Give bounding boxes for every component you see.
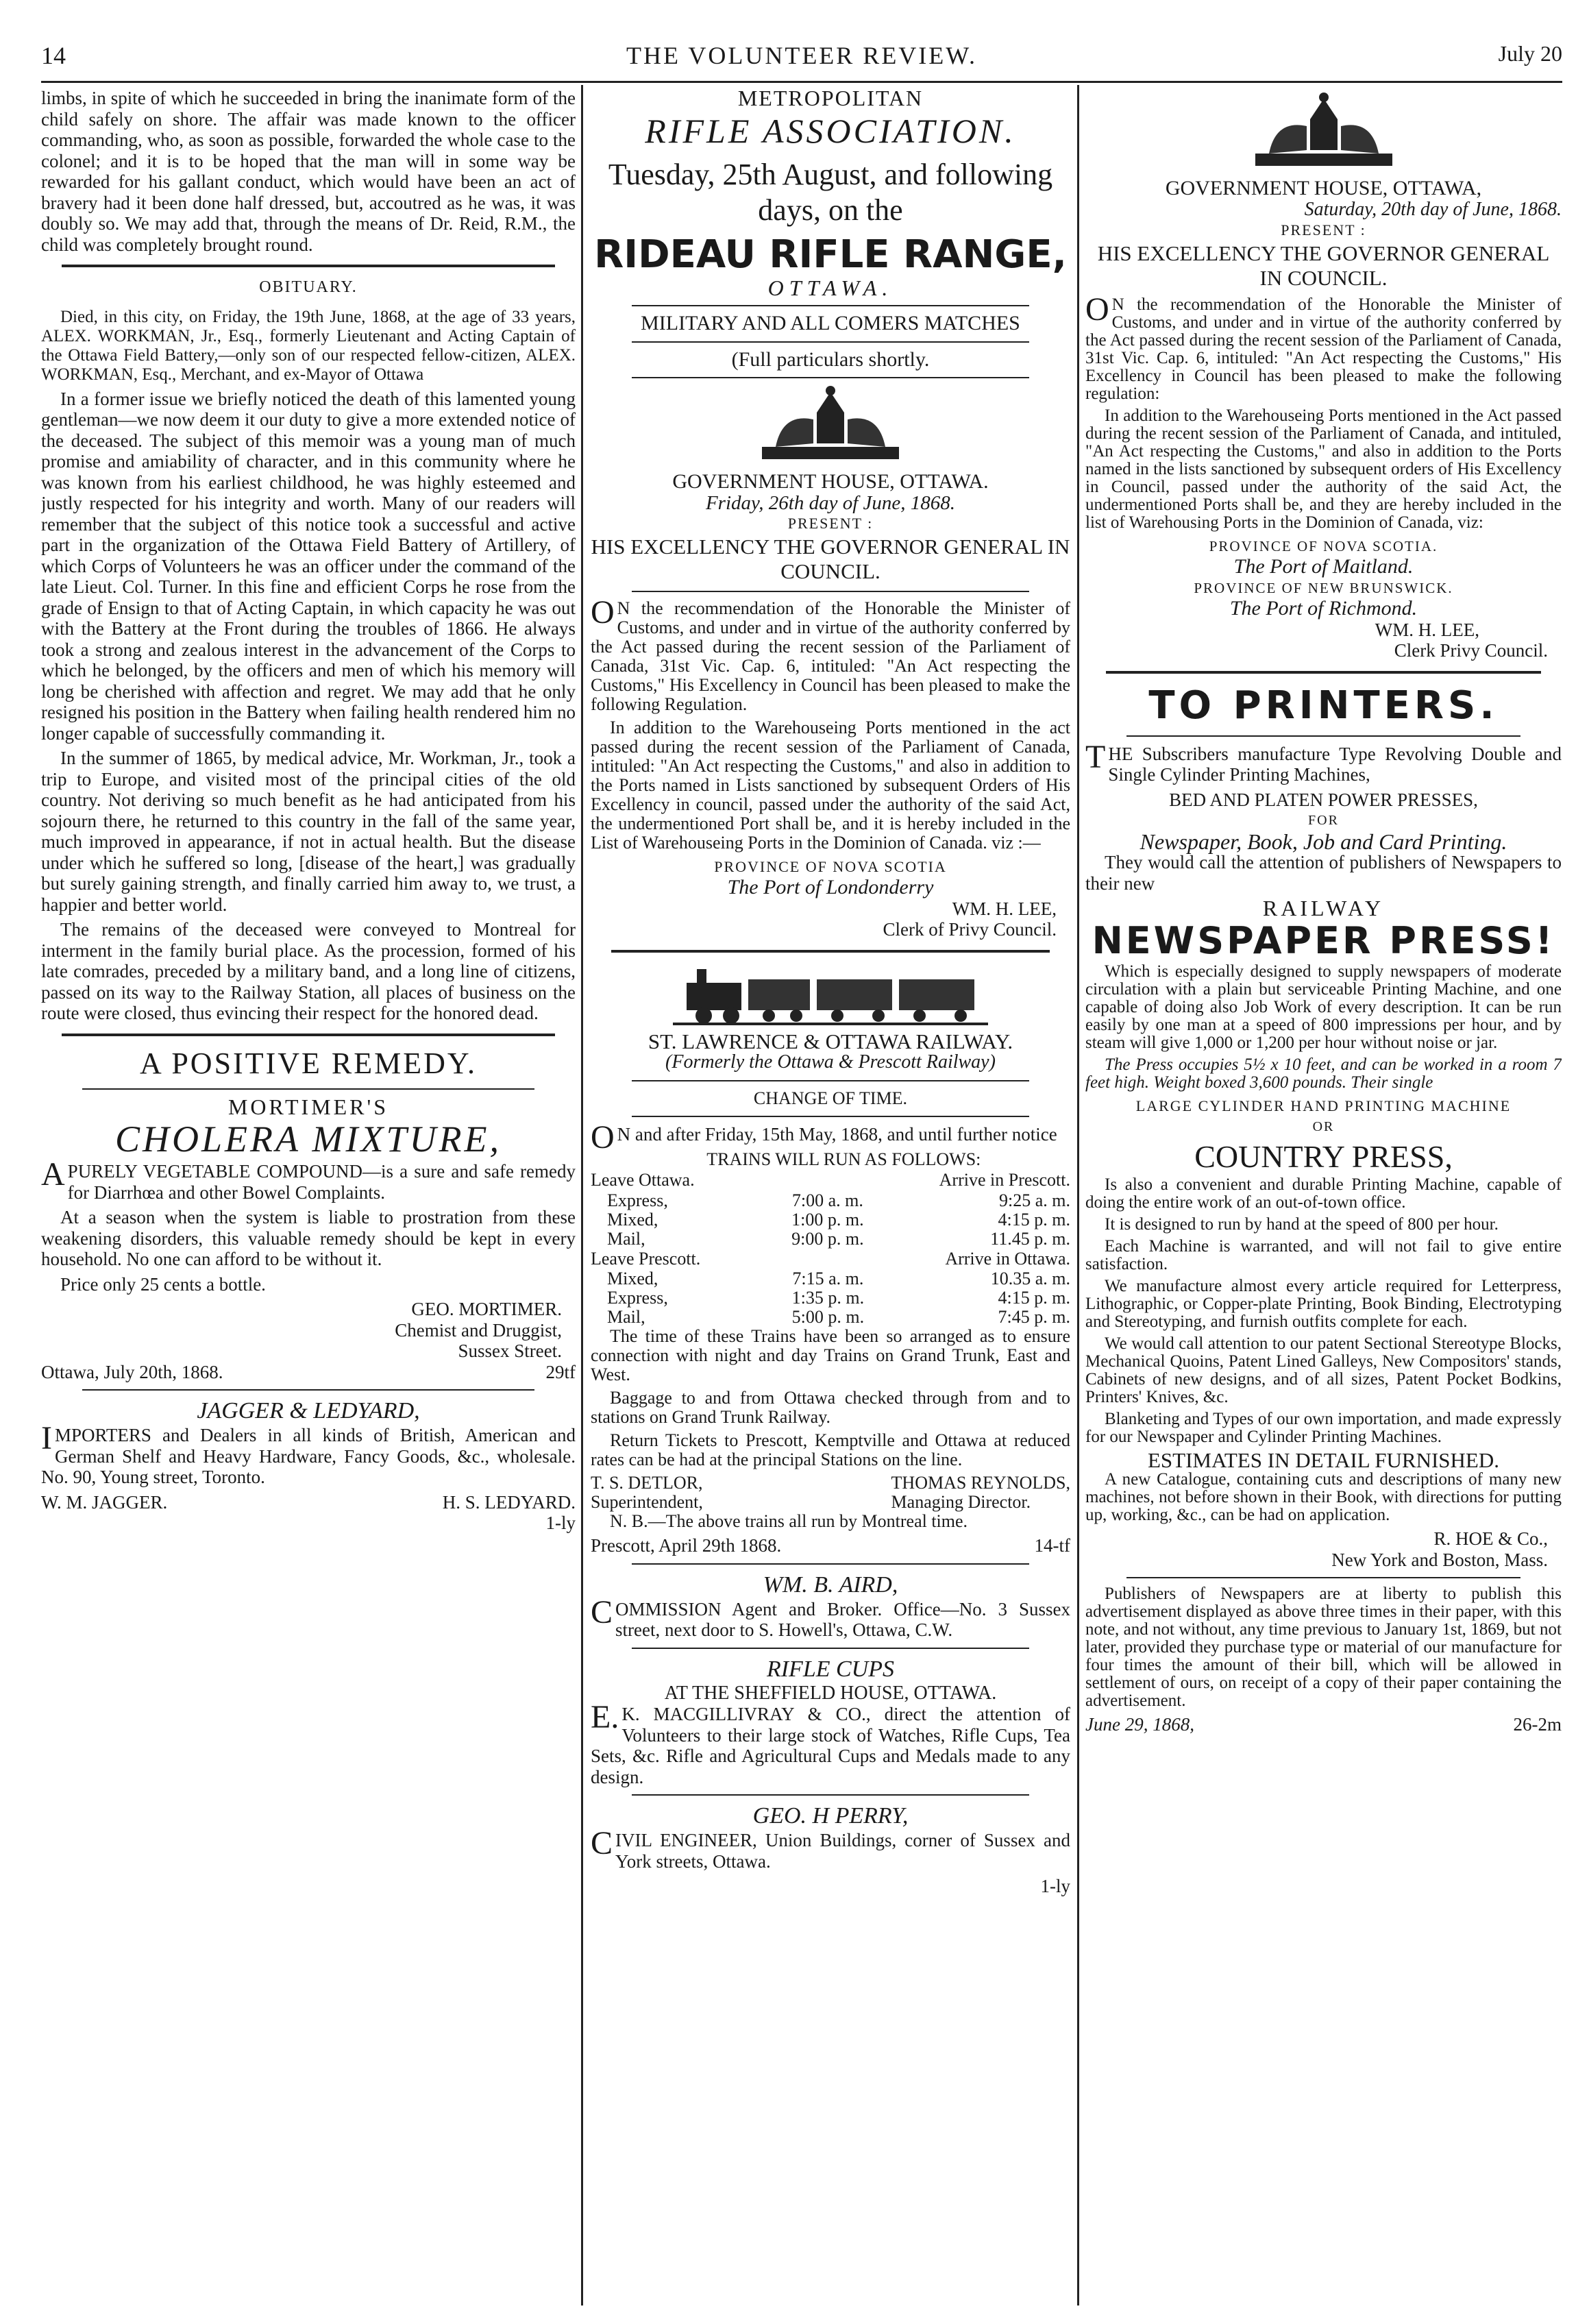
remedy-signature: Sussex Street.	[458, 1341, 562, 1361]
arrival-time: 9:25 a. m.	[999, 1190, 1070, 1210]
timetable-prescott-ottawa	[591, 1269, 1070, 1327]
printers-text: THE Subscribers manufacture Type Revolving Double and Single Cylinder Printing Machines,	[1085, 738, 1562, 785]
obituary-notice: Died, in this city, on Friday, the 19th June, 1868, at the age of 33 years, ALEX. WORKMAN, Jr., Esq., formerly Lieutenant and Acting Captain of the Ottawa Field Battery,—only son of our respected fellow-citizen, ALEX. WORKMAN, Esq., Merchant, and ex-Mayor of Ottawa	[41, 307, 576, 384]
gov-signature: Clerk Privy Council.	[1394, 640, 1548, 661]
divider	[82, 1088, 534, 1090]
divider	[632, 377, 1029, 378]
aird-heading: WM. B. AIRD,	[763, 1571, 898, 1598]
divider	[62, 1033, 555, 1036]
train-type: Mail,	[607, 1228, 645, 1249]
jagger-signature: W. M. JAGGER.	[41, 1491, 168, 1513]
rifle-assoc-matches: MILITARY AND ALL COMERS MATCHES	[641, 312, 1020, 334]
railway-dateline-row	[591, 1535, 1070, 1556]
obituary-paragraph: The remains of the deceased were conveyed to Montreal for interment in the family burial place. As the procession, formed of his late comrades, preceded by a military band, and a long line of citizens, passed on its way to the Railway Station, all places of business on the route were closed, thus evincing their respect for the honored dead.	[41, 919, 576, 1023]
arrival-time: 7:45 p. m.	[998, 1307, 1070, 1327]
railway-code: 14-tf	[1034, 1535, 1070, 1556]
page-number: 14	[41, 42, 66, 69]
gov-house-heading: GOVERNMENT HOUSE, OTTAWA,	[1165, 177, 1482, 199]
remedy-maker: MORTIMER'S	[227, 1094, 389, 1119]
printers-news: Newspaper, Book, Job and Card Printing.	[1140, 829, 1507, 854]
railway-text: Return Tickets to Prescott, Kemptville and Ottawa at reduced rates can be had at the principal Stations on the line.	[591, 1430, 1070, 1469]
perry-heading: GEO. H PERRY,	[752, 1803, 909, 1828]
hoe-signature: R. HOE & Co.,	[1433, 1528, 1548, 1549]
perry-text: CIVIL ENGINEER, Union Buildings, corner of Sussex and York streets, Ottawa.	[591, 1825, 1070, 1872]
remedy-dateline-row	[41, 1362, 576, 1383]
railway-text: Baggage to and from Ottawa checked through from and to stations on Grand Trunk Railway.	[591, 1388, 1070, 1427]
timetable-row	[591, 1210, 1070, 1230]
estimates-heading: ESTIMATES IN DETAIL FURNISHED.	[1147, 1447, 1499, 1472]
remedy-price: Price only 25 cents a bottle.	[60, 1273, 266, 1295]
country-press-heading: COUNTRY PRESS,	[1194, 1138, 1453, 1174]
railway-label: RAILWAY	[1262, 896, 1385, 920]
story-continuation: limbs, in spite of which he succeeded in bring the inanimate form of the child safely on shore. The affair was made known to the officer commanding, who, as soon as possible, forwarded the whole case to the colonel; and it is to be hoped that the man will in some way be rewarded for his gallant conduct, which would have been an act of bravery had it been done half dressed, but, accoutred as he was, it was doubly so. We may add that, through the means of Dr. Reid, R.M., the child was completely brought round.	[41, 88, 576, 255]
royal-arms-icon	[1242, 92, 1406, 174]
divider	[82, 1389, 534, 1391]
jagger-text: IMPORTERS and Dealers in all kinds of British, American and German Shelf and Heavy Hardware, Fancy Goods, &c., wholesale. No. 90, Young street, Toronto.	[41, 1420, 576, 1487]
railway-signature: Superintendent,	[591, 1492, 703, 1512]
gov-present: PRESENT :	[1281, 221, 1366, 238]
timetable-row	[591, 1288, 1070, 1308]
gov-province: PROVINCE OF NOVA SCOTIA	[714, 857, 947, 875]
railway-subheading: (Formerly the Ottawa & Prescott Railway)	[665, 1051, 996, 1073]
remedy-signature: GEO. MORTIMER.	[411, 1299, 562, 1319]
gov-present: PRESENT :	[787, 515, 874, 532]
obituary-paragraph: In a former issue we briefly noticed the death of this lamented young gentleman—we now deem it our duty to give a more extended notice of the deceased. The subject of this memoir was a young man of much promise and amiability of character, and in this community where he was known from his earliest childhood, he was highly esteemed and justly respected for his integrity and worth. Many of our readers will remember that the subject of this notice took a successful and active part in the organization of the Ottawa Field Battery of Artillery, of which Corps of Volunteers he was an officer under the command of the late Lieut. Col. Turner. In this fine and efficient Corps he rose from the grade of Ensign to that of Acting Captain, in which capacity he was out with the Battery at the Front during the troubles of 1866. He always took a strong and zealous interest in the advancement of the Corps to which he belonged, by the officers and men of which his memory will long be cherished with affection and regret. We may add that he only resigned his position in the Battery when failing health rendered him no longer capable of successfully commanding it.	[41, 388, 576, 744]
departure-time: 1:00 p. m.	[791, 1209, 864, 1230]
gov-text: ON the recommendation of the Honorable the Minister of Customs, and under and in virtue of the authority conferred by the Act passed during the recent session of the Parliament of Canada, 31st Vic. Cap. 6, intituled: "An Act respecting the Customs," His Excellency in Council has been pleased to make the following regulation:	[1085, 291, 1562, 403]
remedy-code: 29tf	[545, 1361, 576, 1382]
press-text: Which is especially designed to supply newspapers of moderate circulation with a plain but serviceable Printing Machine, and one capable of doing also Job Work of every description. It can be run easily by one man at a speed of 800 impressions per hour, and by steam will give 1,000 or 1,200 per hour without noise or jar.	[1085, 962, 1562, 1052]
gov-port: The Port of Londonderry	[727, 876, 934, 898]
gov-excellency: HIS EXCELLENCY THE GOVERNOR GENERAL IN COUNCIL.	[1097, 241, 1550, 290]
departure-time: 7:15 a. m.	[792, 1269, 864, 1288]
departure-time: 9:00 p. m.	[791, 1228, 864, 1249]
printers-attention: They would call the attention of publishers of Newspapers to their new	[1085, 852, 1562, 894]
arrival-time: 4:15 p. m.	[998, 1288, 1070, 1308]
rifle-assoc-city: OTTAWA.	[767, 275, 894, 300]
timetable-header	[591, 1249, 1070, 1270]
arrival-time: 11.45 p. m.	[990, 1228, 1070, 1249]
country-text: Each Machine is warranted, and will not fail to give entire satisfaction.	[1085, 1236, 1562, 1273]
gov-date: Friday, 26th day of June, 1868.	[705, 491, 956, 514]
divider	[632, 305, 1029, 306]
train-type: Mixed,	[607, 1209, 658, 1230]
divider	[632, 591, 1029, 592]
gov-house-heading: GOVERNMENT HOUSE, OTTAWA.	[672, 470, 989, 493]
rifle-assoc-title: RIFLE ASSOCIATION.	[645, 111, 1016, 150]
arrival-time: 4:15 p. m.	[998, 1209, 1070, 1230]
aird-text: COMMISSION Agent and Broker. Office—No. 3 Sussex street, next door to S. Howell's, Ottawa, C.W.	[591, 1593, 1070, 1640]
divider	[632, 1648, 1029, 1649]
press-text: The Press occupies 5½ x 10 feet, and can be worked in a room 7 feet high. Weight boxed 3,600 pounds. Their single	[1085, 1055, 1562, 1092]
train-type: Mixed,	[607, 1269, 658, 1288]
obituary-heading: OBITUARY.	[259, 278, 358, 296]
cups-text: E.K. MACGILLIVRAY & CO., direct the attention of Volunteers to their large stock of Watches, Rifle Cups, Tea Sets, &c. Rifle and Agricultural Cups and Medals made to any design.	[591, 1699, 1070, 1787]
timetable-row	[591, 1308, 1070, 1327]
country-text: Blanketing and Types of our own importation, and made expressly for our Newspaper and Cylinder Printing Machines.	[1085, 1409, 1562, 1446]
gov-province: PROVINCE OF NOVA SCOTIA.	[1209, 537, 1438, 554]
publishers-note: Publishers of Newspapers are at liberty to publish this advertisement displayed as above three times in their paper, with this note, and not without, any time previous to January 1st, 1869, but not later, provided they purchase type or material of our manufacture for four times the amount of their bill, which will be allowed in settlement of ours, on receipt of a copy of their paper containing the advertisement.	[1085, 1585, 1562, 1710]
gov-port: The Port of Richmond.	[1229, 597, 1418, 620]
railway-trains-heading: TRAINS WILL RUN AS FOLLOWS:	[706, 1149, 981, 1169]
or-label: OR	[1312, 1119, 1335, 1134]
timetable-col-label: Leave Prescott.	[591, 1248, 701, 1269]
hoe-dateline-row	[1085, 1714, 1562, 1735]
departure-time: 7:00 a. m.	[791, 1190, 863, 1210]
jagger-signature: H. S. LEDYARD.	[442, 1491, 576, 1513]
country-text: We manufacture almost every article required for Letterpress, Lithographic, or Copper-plate Printing, Book Binding, Electrotyping and Stereotyping, and furnish outfits complete for each.	[1085, 1276, 1562, 1331]
gov-text: In addition to the Warehouseing Ports mentioned in the Act passed during the recent session of the Parliament of Canada, and intituled, "An Act respecting the Customs," and also in addition to the Ports named in the lists sanctioned by subsequent orders of His Excellency in Council, passed under the authority of the said Act, the undermentioned Ports shall be, and they are hereby included in the list of Warehousing Ports in the Dominion of Canada, viz:	[1085, 406, 1562, 532]
column-1	[41, 88, 576, 1534]
railway-signature: Managing Director.	[891, 1492, 1031, 1512]
train-type: Mail,	[607, 1307, 645, 1327]
locomotive-icon	[673, 962, 988, 1027]
hoe-dateline: June 29, 1868,	[1085, 1714, 1194, 1735]
gov-date: Saturday, 20th day of June, 1868.	[1304, 198, 1562, 220]
newspaper-title: THE VOLUNTEER REVIEW.	[626, 42, 977, 69]
newspaper-press-heading: NEWSPAPER PRESS!	[1092, 918, 1555, 962]
royal-arms-icon	[748, 385, 913, 467]
rifle-assoc-dates: Tuesday, 25th August, and following days, on the	[608, 157, 1053, 227]
rifle-assoc-line: METROPOLITAN	[737, 88, 924, 110]
cups-subheading: AT THE SHEFFIELD HOUSE, OTTAWA.	[664, 1682, 997, 1704]
divider	[632, 1563, 1029, 1565]
divider	[632, 1116, 1029, 1117]
country-text: It is designed to run by hand at the speed of 800 per hour.	[1105, 1214, 1499, 1234]
gov-excellency: HIS EXCELLENCY THE GOVERNOR GENERAL IN COUNCIL.	[591, 534, 1070, 583]
gov-province: PROVINCE OF NEW BRUNSWICK.	[1194, 579, 1453, 596]
timetable-row	[591, 1230, 1070, 1249]
hoe-signature: New York and Boston, Mass.	[1331, 1549, 1548, 1570]
divider	[611, 950, 1050, 953]
column-divider	[1077, 85, 1079, 2305]
gov-text: ON the recommendation of the Honorable the Minister of Customs, and under and in virtue of the authority conferred by the Act passed during the recent session of the Parliament of Canada, 31st Vic. Cap. 6, intituled: "An Act respecting the Customs," His Excellency in Council has been pleased to make the following Regulation.	[591, 594, 1070, 714]
divider	[1106, 671, 1541, 674]
remedy-dateline: Ottawa, July 20th, 1868.	[41, 1361, 223, 1382]
train-type: Express,	[607, 1288, 668, 1308]
printers-for: FOR	[1308, 813, 1339, 828]
cups-heading: RIFLE CUPS	[766, 1656, 895, 1682]
printers-bed: BED AND PLATEN POWER PRESSES,	[1169, 789, 1478, 810]
column-3	[1085, 88, 1562, 1735]
remedy-text: APURELY VEGETABLE COMPOUND—is a sure and safe remedy for Diarrhœa and other Bowel Complaints.	[41, 1156, 576, 1203]
remedy-text: At a season when the system is liable to prostration from these weakening disorders, this valuable remedy should be kept in every household. No one can afford to be without it.	[41, 1207, 576, 1269]
departure-time: 5:00 p. m.	[791, 1307, 865, 1327]
divider	[1126, 1577, 1520, 1578]
railway-change: CHANGE OF TIME.	[753, 1088, 908, 1108]
railway-signatures	[591, 1473, 1070, 1512]
gov-signature: Clerk of Privy Council.	[883, 919, 1057, 940]
header-rule	[41, 81, 1562, 83]
railway-dateline: Prescott, April 29th 1868.	[591, 1535, 782, 1556]
arrival-time: 10.35 a. m.	[990, 1269, 1070, 1288]
railway-heading: ST. LAWRENCE & OTTAWA RAILWAY.	[648, 1029, 1013, 1053]
masthead	[41, 41, 1562, 78]
divider	[632, 1080, 1029, 1081]
divider	[62, 265, 555, 267]
jagger-signatures	[41, 1492, 576, 1513]
railway-text: The time of these Trains have been so arranged as to ensure connection with night and day Trains on Grand Trunk, East and West.	[591, 1326, 1070, 1384]
remedy-name: CHOLERA MIXTURE,	[115, 1118, 502, 1160]
country-text: We would call attention to our patent Sectional Stereotype Blocks, Mechanical Quoins, Patent Lined Galleys, New Compositors' stands, Cabinets of new designs, and of all sizes, Patent Pocket Bodkins, Printers' Knives, &c.	[1085, 1334, 1562, 1406]
divider	[632, 1794, 1029, 1796]
column-2	[591, 88, 1070, 1897]
train-type: Express,	[607, 1190, 668, 1210]
obituary-paragraph: In the summer of 1865, by medical advice, Mr. Workman, Jr., took a trip to Europe, and visited most of the principal cities of the old country. Not deriving so much benefit as he had anticipated from his sojourn there, he returned to this country in the fall of the same year, much improved in appearance, if not in actual health. But the disease under which he suffered so long, [disease of the heart,] was gradually but surely gaining strength, and finally carried him away to, we trust, a happier and better world.	[41, 748, 576, 915]
perry-code: 1-ly	[1040, 1876, 1070, 1896]
remedy-signature: Chemist and Druggist,	[395, 1319, 562, 1341]
gov-port: The Port of Maitland.	[1233, 555, 1414, 578]
divider	[1126, 735, 1520, 737]
large-cylinder: LARGE CYLINDER HAND PRINTING MACHINE	[1135, 1097, 1512, 1114]
column-divider	[581, 85, 583, 2305]
issue-date: July 20	[1498, 41, 1562, 66]
timetable-col-label: Arrive in Ottawa.	[945, 1248, 1070, 1269]
timetable-col-label: Leave Ottawa.	[591, 1170, 695, 1190]
timetable-ottawa-prescott	[591, 1191, 1070, 1249]
timetable-header	[591, 1170, 1070, 1191]
timetable-row	[591, 1269, 1070, 1288]
railway-signature: THOMAS REYNOLDS,	[891, 1473, 1070, 1493]
timetable-row	[591, 1191, 1070, 1210]
timetable-col-label: Arrive in Prescott.	[939, 1170, 1070, 1190]
gov-text: In addition to the Warehouseing Ports mentioned in the act passed during the recent session of the Parliament of Canada, intituled: "An Act respecting the Customs," and also in addition to the Ports named in Lists sanctioned by subsequent Orders of His Excellency in council, passed under the authority of the said Act, the undermentioned Port shall be, and it is hereby included in the List of Warehouseing Ports in the Dominion of Canada. viz :—	[591, 717, 1070, 853]
railway-intro: ON and after Friday, 15th May, 1868, and until further notice	[591, 1119, 1057, 1155]
remedy-heading: A POSITIVE REMEDY.	[139, 1046, 477, 1080]
printers-heading: TO PRINTERS.	[1148, 683, 1499, 728]
gov-signature: WM. H. LEE,	[1375, 619, 1479, 640]
rifle-range-name: RIDEAU RIFLE RANGE,	[594, 232, 1067, 277]
railway-signature: T. S. DETLOR,	[591, 1473, 703, 1493]
jagger-code: 1-ly	[545, 1513, 576, 1533]
catalogue-text: A new Catalogue, containing cuts and descriptions of many new machines, not before shown in their Book, with directions for putting up, working, &c., can be had on application.	[1085, 1470, 1562, 1524]
departure-time: 1:35 p. m.	[791, 1288, 865, 1308]
divider	[632, 341, 1029, 343]
gov-signature: WM. H. LEE,	[952, 898, 1057, 919]
rifle-assoc-particulars: (Full particulars shortly.	[731, 347, 930, 371]
hoe-code: 26-2m	[1513, 1714, 1562, 1735]
jagger-heading: JAGGER & LEDYARD,	[197, 1398, 420, 1423]
railway-note: N. B.—The above trains all run by Montreal time.	[610, 1511, 968, 1531]
country-text: Is also a convenient and durable Printing Machine, capable of doing the entire work of an out-of-town office.	[1085, 1175, 1562, 1212]
